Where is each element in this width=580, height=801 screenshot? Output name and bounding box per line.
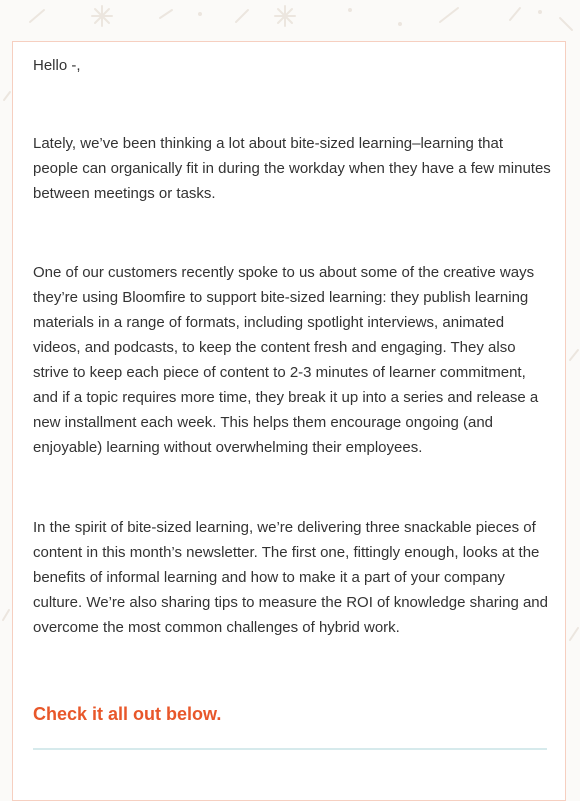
paragraph-customer-story: One of our customers recently spoke to us about some of the creative ways they’re using Bloomfire to support bite-sized learning: they publish learning materials in a range of formats, including spotlight interviews, animated videos, and podcasts, to keep the content fresh and engaging. They also strive to keep each piece of content to 2-3 minutes of learner commitment, and if a topic requires more time, they break it up into a series and release a new installment each week. This helps them encourage ongoing (and enjoyable) learning without overwhelming their employees.	[33, 264, 539, 456]
section-divider	[33, 748, 547, 750]
email-card	[12, 41, 566, 801]
greeting-text: Hello -,	[33, 57, 81, 74]
cta-heading: Check it all out below.	[33, 704, 222, 724]
paragraph-newsletter-summary: In the spirit of bite-sized learning, we’re delivering three snackable pieces of content in this month’s newsletter. The first one, fittingly enough, looks at the benefits of informal learning and how to make it a part of your company culture. We’re also sharing tips to measure the ROI of knowledge sharing and overcome the most common challenges of hybrid work.	[33, 519, 548, 636]
paragraph-intro: Lately, we’ve been thinking a lot about bite-sized learning–learning that people can organically fit in during the workday when they have a few minutes between meetings or tasks.	[33, 135, 551, 202]
